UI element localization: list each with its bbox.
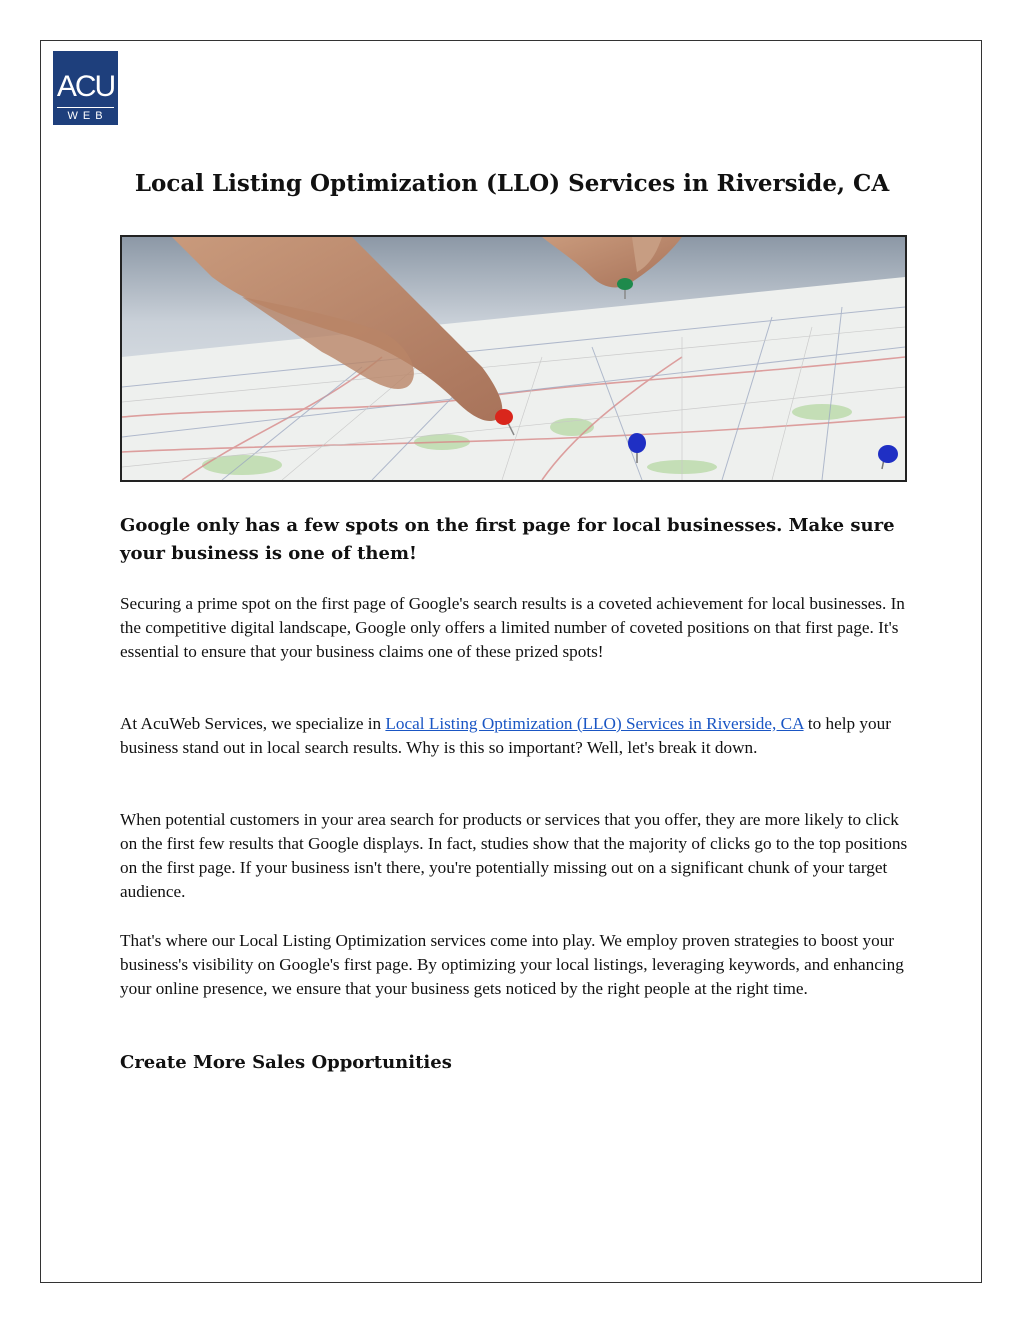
subheading: Google only has a few spots on the first page for local businesses. Make sure your business is one of them!: [120, 515, 895, 564]
paragraph-2-lead: At AcuWeb Services, we specialize in: [120, 714, 386, 733]
logo-web-text: WEB: [67, 110, 108, 122]
paragraph-4: That's where our Local Listing Optimization services come into play. We employ proven strategies to boost your business's visibility on Google's first page. By optimizing your local listings, leveraging keywords, and enhancing your online presence, we ensure that your business gets noticed by the right people at the right time.: [120, 931, 904, 998]
paragraph-2: [120, 712, 910, 760]
logo-divider: [57, 107, 114, 108]
paragraph-2-tail: to help your business stand out in local search results. Why is this so important? Well, let's break it down.: [120, 714, 891, 757]
page-title: Local Listing Optimization (LLO) Services in Riverside, CA: [134, 170, 890, 197]
acuweb-logo[interactable]: [53, 51, 118, 125]
hero-image-map-pins: [120, 235, 907, 482]
paragraph-1: Securing a prime spot on the first page of Google's search results is a coveted achievement for local businesses. In the competitive digital landscape, Google only offers a limited number of coveted positions on that first page. It's essential to ensure that your business claims one of these prized spots!: [120, 594, 905, 661]
logo-acu-text: ACU: [56, 70, 115, 103]
section-heading: Create More Sales Opportunities: [120, 1052, 452, 1073]
paragraph-3: When potential customers in your area search for products or services that you offer, they are more likely to click on the first few results that Google displays. In fact, studies show that the majority of clicks go to the top positions on the first page. If your business isn't there, you're potentially missing out on a significant chunk of your target audience.: [120, 810, 908, 901]
llo-services-link[interactable]: Local Listing Optimization (LLO) Services in Riverside, CA: [385, 714, 804, 733]
